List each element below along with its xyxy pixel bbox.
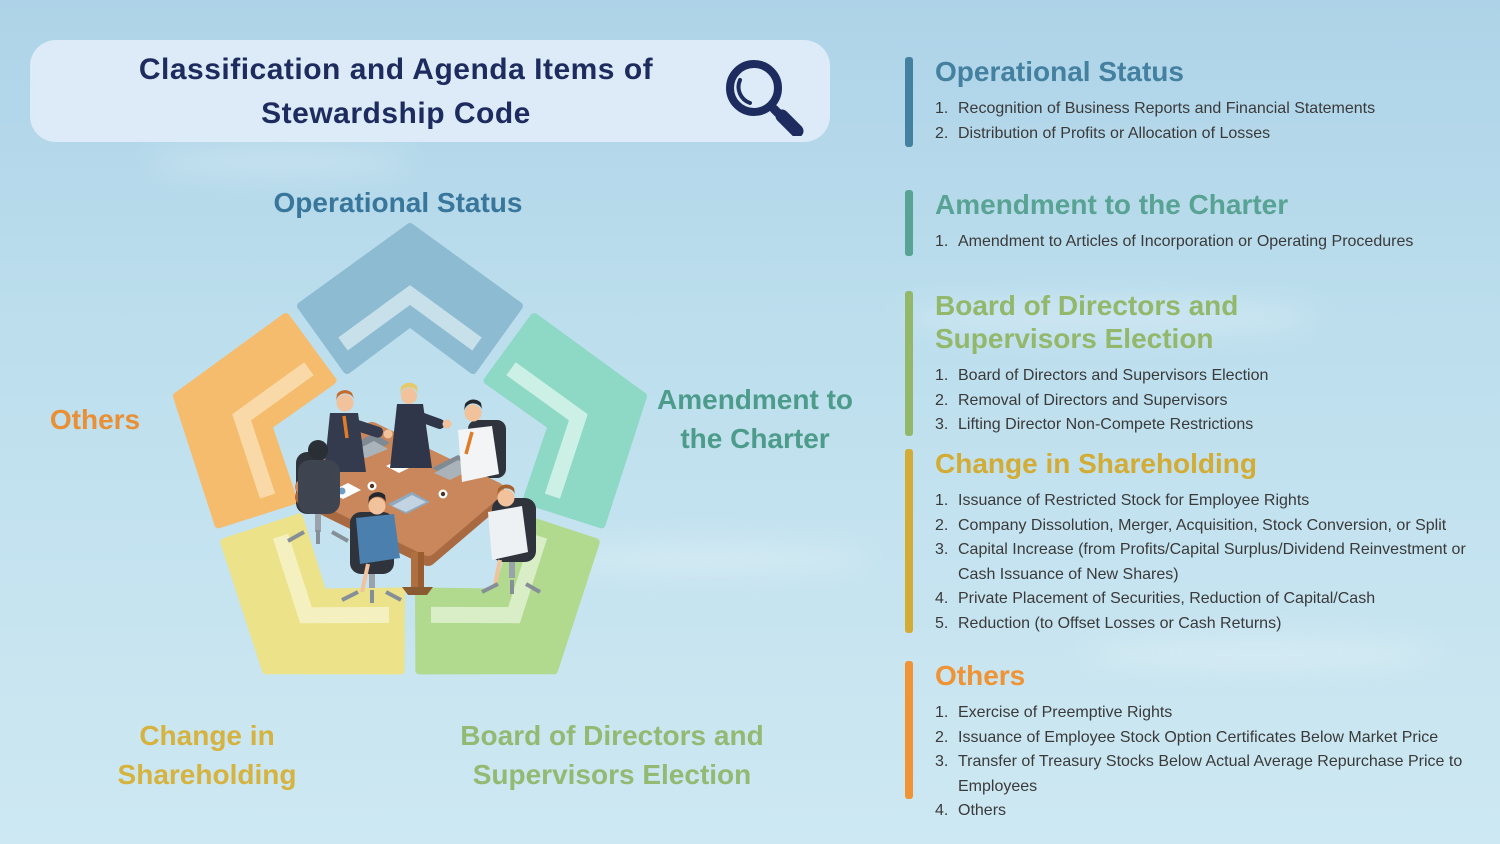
- section-title: Board of Directors and Supervisors Election: [935, 290, 1239, 354]
- section-operational-status: [905, 55, 1480, 146]
- agenda-item: Removal of Directors and Supervisors: [958, 391, 1228, 409]
- agenda-item: Reduction (to Offset Losses or Cash Returns): [958, 614, 1282, 632]
- agenda-item: Transfer of Treasury Stocks Below Actual Average Repurchase Price to Employees: [958, 753, 1463, 795]
- section-accent-bar: [905, 661, 913, 799]
- section-title: Others: [935, 660, 1026, 691]
- diagram-label-operational-status: Operational Status: [273, 187, 523, 218]
- agenda-item: Distribution of Profits or Allocation of Losses: [958, 124, 1271, 142]
- agenda-item: Issuance of Restricted Stock for Employee Rights: [958, 492, 1310, 509]
- agenda-item: Exercise of Preemptive Rights: [958, 704, 1173, 721]
- diagram-label-amendment-line2: the Charter: [680, 423, 830, 454]
- agenda-list: [935, 230, 1470, 255]
- agenda-list: [935, 97, 1470, 146]
- agenda-item: Board of Directors and Supervisors Election: [958, 367, 1269, 384]
- diagram-label-amendment: [605, 380, 905, 458]
- section-others: [905, 659, 1480, 824]
- table-leg-shade: [418, 552, 424, 588]
- coffee: [441, 492, 445, 496]
- agenda-list: [935, 701, 1470, 824]
- agenda-item: Issuance of Employee Stock Option Certificates Below Market Price: [958, 728, 1439, 746]
- section-title: Change in Shareholding: [935, 448, 1258, 479]
- person-seated-man: [458, 399, 499, 482]
- agenda-item: Company Dissolution, Merger, Acquisition, Stock Conversion, or Split: [958, 516, 1447, 534]
- diagram-label-board-election: [412, 716, 812, 794]
- agenda-item: Private Placement of Securities, Reduction of Capital/Cash: [958, 590, 1376, 607]
- diagram-label-board-line2: Supervisors Election: [472, 759, 752, 790]
- agenda-item: Others: [958, 802, 1007, 819]
- diagram-label-change-in-shareholding: [57, 716, 357, 794]
- agenda-item: Amendment to Articles of Incorporation or Operating Procedures: [958, 233, 1414, 250]
- segment-operational-status: [301, 227, 519, 370]
- section-title: Amendment to the Charter: [935, 189, 1289, 220]
- page-title-line2: Stewardship Code: [261, 97, 531, 130]
- coffee: [370, 484, 374, 488]
- section-title: Operational Status: [935, 56, 1184, 87]
- diagram-label-change-line1: Change in: [139, 720, 275, 751]
- diagram-label-amendment-line1: Amendment to: [657, 384, 853, 415]
- diagram-label-others: Others: [49, 404, 141, 435]
- section-accent-bar: [905, 449, 913, 633]
- agenda-item: Lifting Director Non-Compete Restrictions: [958, 416, 1254, 433]
- section-amendment-to-the-charter: [905, 188, 1480, 255]
- section-accent-bar: [905, 291, 913, 436]
- agenda-item: Recognition of Business Reports and Financial Statements: [958, 100, 1376, 117]
- page-title-line1: Classification and Agenda Items of: [138, 53, 654, 86]
- section-accent-bar: [905, 57, 913, 147]
- section-change-in-shareholding: [905, 447, 1480, 636]
- section-board-election: [905, 289, 1480, 438]
- diagram-label-board-line1: Board of Directors and: [460, 720, 764, 751]
- agenda-item: Capital Increase (from Profits/Capital Surplus/Dividend Reinvestment or Cash Issuance of New Shares): [958, 541, 1466, 583]
- agenda-list: [935, 364, 1470, 438]
- section-accent-bar: [905, 190, 913, 256]
- diagram-label-change-line2: Shareholding: [117, 759, 297, 790]
- agenda-list: [935, 489, 1470, 636]
